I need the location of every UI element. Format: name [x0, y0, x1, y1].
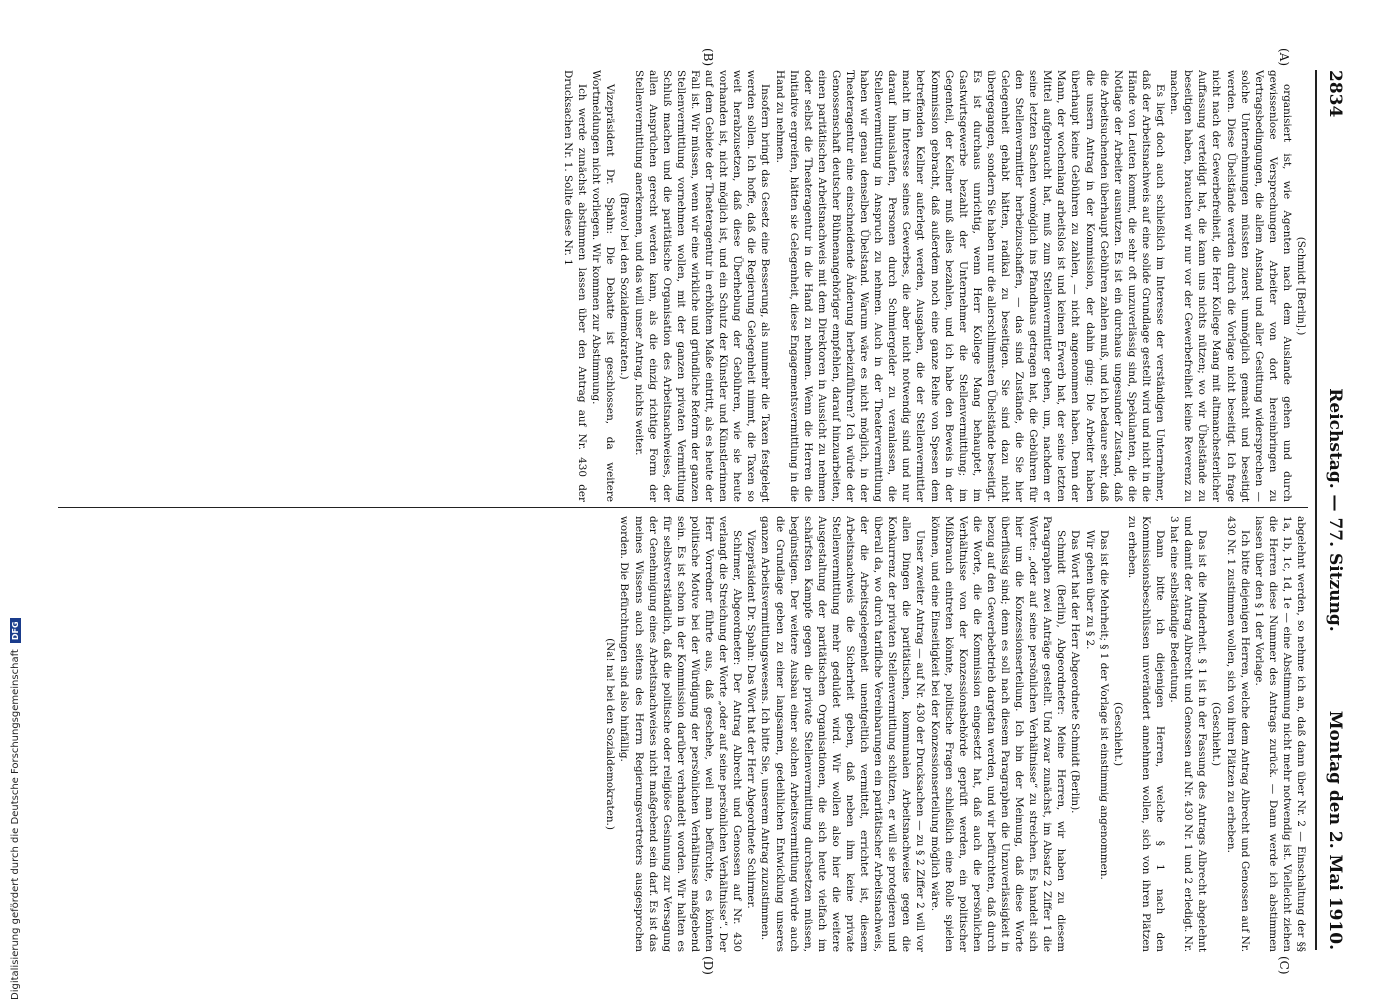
interjection: (Geschieht.)	[1210, 701, 1223, 767]
margin-mark-a: (A)	[1277, 48, 1291, 67]
page-header	[1321, 70, 1345, 950]
left-column	[38, 70, 1308, 502]
paragraph: organisiert ist, wie Agenten nach dem Auslande gehen und durch gewissenlose Versprechungen Arbeiter von dort hereinbringen zu Vertragsbedingungen, die allem Anstand und aller Gesittung widersprechen — solche Unternehmungen müssten zuerst unmöglich gemacht und beseitigt werden. Diese Übelstände werden durch die Vorlage nicht beseitigt. Ich frage nicht nach der Gewerbefreiheit, die Herr Kollege Mang mit altmanchesterlicher Auffassung verteidigt hat, die kann uns nichts nützen; wo wir Übelstände zu beseitigen haben, brauchen wir nur vor der Gewerbefreiheit keine Reverenz zu machen.	[1168, 70, 1293, 502]
paragraph: abgelehnt werden, so nehme ich an, daß dann über Nr. 2 — Einschaltung der §§ 1a, 1b, 1c, 1d, 1e — eine Abstimmung nicht mehr notwendig ist. Vielleicht ziehen die Herren diese Nummer des Antrags zurück. — Dann werde ich abstimmen lassen über den § 1 der Vorlage.	[1252, 516, 1307, 952]
margin-mark-d: (D)	[701, 956, 715, 975]
speaker-tag: (Schmidt [Berlin].)	[1295, 236, 1307, 336]
paragraph: Unser zweiter Antrag — auf Nr. 430 der Drucksachen — zu § 2 Ziffer 2 will vor allen Dingen die paritätischen, kommunalen Arbeitsnachweise gegen die Konkurrenz der privaten Stellenvermittlung schützen, er will sie protegieren und überall da, wo durch tarifliche Vereinbarungen ein paritätischer Arbeitsnachweis, der die Arbeitsgelegenheit unentgeltlich vermittelt, errichtet ist, diesem Arbeitsnachweis die Sicherheit geben, daß neben ihm keine private Stellenvermittlung mehr geduldet wird. Wir wollen also hier die weitere Ausgestaltung der paritätischen Organisationen, die sich heute vielfach im schärfsten Kampfe gegen die private Stellenvermittlung durchsetzen müssen, begünstigen. Der weitere Ausbau einer solchen Arbeitsvermittlung würde auch die Grundlage geben zu einer langsamen, gedeihlichen Entwicklung unseres ganzen Arbeitsvermittlungswesens. Ich bitte Sie, unserem Antrag zuzustimmen.	[759, 516, 927, 952]
paragraph: Ich bitte diejenigen Herren, welche dem Antrag Albrecht und Genossen auf Nr. 430 Nr. 1 zustimmen wollen, sich von ihren Plätzen zu erheben.	[1224, 516, 1251, 952]
paragraph: Vizepräsident Dr. Spahn: Das Wort hat der Herr Abgeordnete Schirmer.	[745, 530, 758, 909]
paragraph: Das Wort hat der Herr Abgeordnete Schmidt (Berlin).	[1069, 530, 1082, 814]
right-column	[38, 516, 1308, 952]
dfg-logo: DFG	[10, 618, 21, 643]
credit-text: Digitalisierung gefördert durch die Deutsche Forschungsgemeinschaft	[10, 649, 21, 1000]
paragraph: Dann bitte ich diejenigen Herren, welche § 1 nach den Kommissionsbeschlüssen unverändert annehmen wollen, sich von ihren Plätzen zu erheben.	[1125, 516, 1167, 952]
header-rule	[1315, 70, 1317, 950]
paragraph: Es liegt doch auch schließlich im Interesse der verständigen Unternehmer, daß der Arbeitsnachweis auf eine solide Grundlage gestellt wird und nicht in die Hände von Leuten kommt, die sehr oft unzuverlässig sind, Spekulanten, die die Notlage der Arbeiter ausnutzen. Es ist ein durchaus ungesunder Zustand, daß die Arbeitsuchenden überhaupt Gebühren zahlen muß, und ich bedaure sehr, daß die unsern Antrag in der Kommission, der dahin ging: Die Arbeiter haben überhaupt keine Gebühren zu zahlen, — nicht angenommen haben. Denn der Mann, der wochenlang arbeitslos ist und keinen Erwerb hat, der seine letzten Mittel aufgebraucht hat, muß zum Stellenvermittler gehen, um, nachdem er seine letzten Sachen womöglich ins Pfandhaus getragen hat, die Gebühren für den Stellenvermittler herbeizuschaffen, — das sind Zustände, die Sie hier Gelegenheit gehabt hätten, radikal zu beseitigen. Sie sind dazu nicht übergegangen, sondern Sie haben nur die allerschlimmsten Übelstände beseitigt. Es ist durchaus unrichtig, wenn Herr Kollege Mang behauptet, im Gastwirtsgewerbe bezahlt der Unternehmer die Stellenvermittlung; im Gegenteil, der Kellner muß alles bezahlen, und ich habe den Beweis in der Kommission gebracht, daß außerdem noch eine ganze Reihe von Spesen dem betreffenden Kellner auferlegt werden, Ausgaben, die der Stellenvermittler macht im Interesse seines Gewerbes, die aber nicht notwendig sind und nur darauf hinauslaufen, Personen durch Schmiergelder zu veranlassen, die Stellenvermittlung in Anspruch zu nehmen. Auch in der Theatervermittlung haben wir genau denselben Übelstand. Warum wäre es nicht möglich, in der Theateragentur eine einschneidende Änderung herbeizuführen? Ich würde der Genossenschaft deutscher Bühnenangehöriger empfehlen, darauf hinzuarbeiten, einen paritätischen Arbeitsnachweis mit dem Direktoren in Aussicht zu nehmen oder selbst die Theateragentur in die Hand zu nehmen. Wenn die Herren die Initiative ergreifen, hätten sie Gelegenheit, diese Engagementsvermittlung in die Hand zu nehmen.	[773, 70, 1167, 502]
paragraph: Schmidt (Berlin), Abgeordneter: Meine Herren, wir haben zu diesem Paragraphen zwei Anträge gestellt. Und zwar zunächst, im Absatz 2 Ziffer 1 die Worte: „oder auf seine persönlichen Verhältnisse“ zu streichen. Es handelt sich hier um die Konzessionserteilung. Ich bin der Meinung, daß diese Worte überflüssig sind; denn es soll nach diesem Paragraphen die Unzuverlässigkeit in bezug auf den Gewerbebetrieb dargetan werden, und wir befürchten, daß durch die Worte, die die Kommission eingesetzt hat, daß auch die persönlichen Verhältnisse von der Konzessionsbehörde geprüft werden, ein politischer Mißbrauch eintreten könnte, politische Fragen schließlich eine Rolle spielen können, und eine Einseitigkeit bei der Konzessionserteilung möglich wäre.	[928, 516, 1068, 952]
interjection: (Bravo! bei den Sozialdemokraten.)	[618, 192, 631, 380]
paragraph: Das ist die Minderheit. § 1 ist in der Fassung des Antrags Albrecht abgelehnt und damit der Antrag Albrecht und Genossen auf Nr. 430 Nr. 1 und 2 erledigt. Nr. 3 hat eine selbständige Bedeutung.	[1168, 516, 1209, 952]
paragraph: Ich werde zunächst abstimmen lassen über den Antrag auf Nr. 430 der Drucksachen Nr. 1. Sollte diese Nr. 1	[562, 70, 589, 502]
paragraph: Wir gehen über zu § 2.	[1083, 530, 1096, 650]
paragraph: Insofern bringt das Gesetz eine Besserung, als nunmehr die Taxen festgelegt werden sollen. Ich hoffe, daß die Regierung Gelegenheit nimmt, die Taxen so weit herabzusetzen, daß diese Überhebung der Gebühren, wie sie heute vorhanden ist, nicht möglich ist, und ein Schutz der Künstler und Künstlerinnen auf dem Gebiete der Theateragentur in erhöhtem Maße eintritt, als es heute der Fall ist. Wir müssen, wenn wir eine wirkliche und gründliche Reform der ganzen Stellenvermittlung vornehmen wollen, mit der ganzen privaten Vermittlung Schluß machen und die paritätische Organisation des Arbeitsnachweises, der allen Ansprüchen gerecht werden kann, als die einzig richtige Form der Stellenvermittlung anerkennen, und das will unser Antrag, nichts weiter.	[632, 70, 772, 502]
page-number: 2834	[1325, 70, 1345, 118]
interjection: (Na! na! bei den Sozialdemokraten.)	[604, 638, 617, 830]
margin-mark-b: (B)	[701, 48, 715, 67]
paragraph: Das ist die Mehrheit; § 1 der Vorlage ist einstimmig angenommen.	[1097, 530, 1110, 880]
session-title: Reichstag. — 77. Sitzung.	[1325, 388, 1345, 632]
interjection: (Geschieht.)	[1111, 701, 1124, 767]
column-divider	[58, 507, 1308, 508]
paragraph: Schirmer, Abgeordneter: Der Antrag Albrecht und Genossen auf Nr. 430 verlangt die Streichung der Worte „oder auf seine persönlichen Verhältnisse“. Der Herr Vorredner führte aus, daß geschehe, weil man befürchte, es könnten politische Motive bei der Würdigung der persönlichen Verhältnisse maßgebend sein. Es ist schon in der Kommission darüber verhandelt worden. Wir halten es für selbstverständlich, daß die politische oder religiöse Gesinnung zur Versagung der Genehmigung eines Arbeitsnachweises nicht maßgebend sein darf. Es ist das meines Wissens auch seitens des Herrn Regierungsvertreters ausgesprochen worden. Die Befürchtungen sind also hinfällig.	[618, 516, 744, 952]
paragraph: Vizepräsident Dr. Spahn: Die Debatte ist geschlossen, da weitere Wortmeldungen nicht vorliegen. Wir kommen zur Abstimmung.	[590, 70, 617, 502]
digitization-credit	[10, 618, 21, 1000]
session-date: Montag den 2. Mai 1910.	[1325, 710, 1345, 950]
margin-mark-c: (C)	[1277, 956, 1291, 975]
